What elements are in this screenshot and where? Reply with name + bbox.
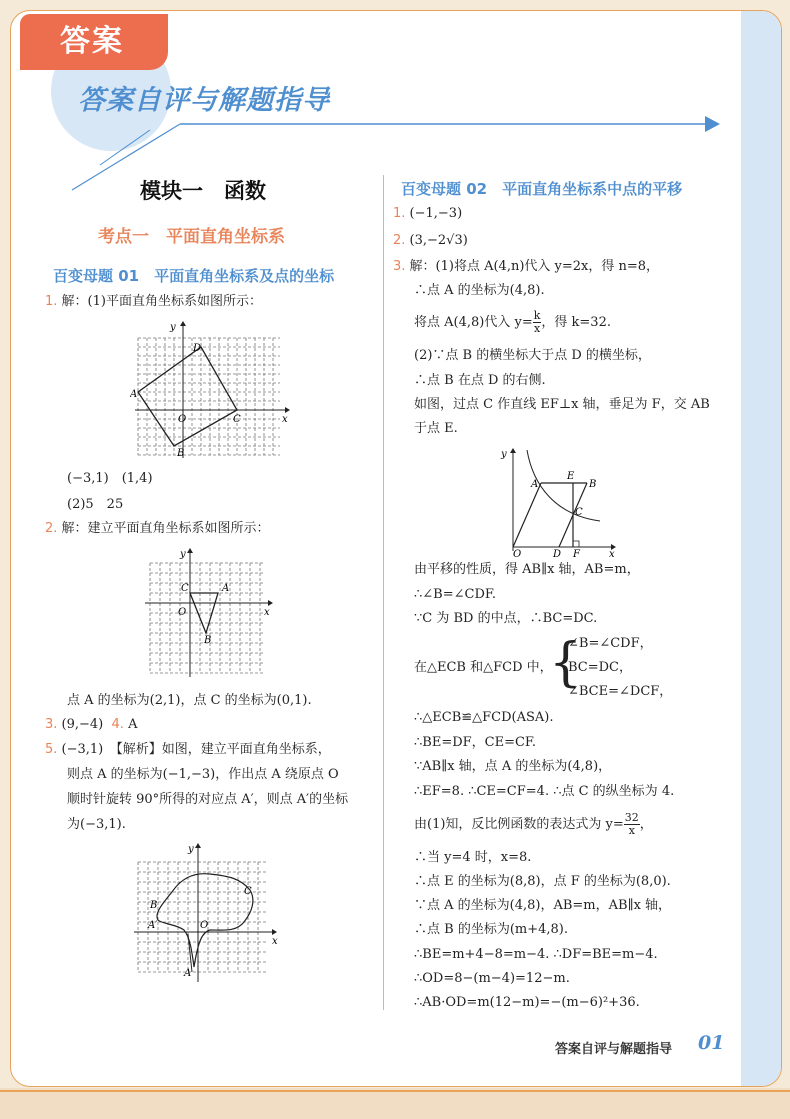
- text: ，得 k=32.: [541, 315, 611, 330]
- numerator: 32: [624, 811, 639, 824]
- text: ，: [639, 817, 653, 832]
- point-d-label: D: [553, 549, 562, 557]
- figure-1-coordinate-square: [130, 318, 300, 468]
- point-d-label: D: [193, 343, 202, 354]
- line-fraction-k: [414, 310, 611, 335]
- point-e-label: E: [567, 471, 575, 482]
- question-text: 解：(1)平面直角坐标系如图所示：: [61, 294, 262, 309]
- section-title-02: 百变母题 02 平面直角坐标系中点的平移: [401, 180, 683, 198]
- line: ∴点 B 的坐标为(m+4,8).: [414, 922, 568, 937]
- question-1-right: [393, 205, 462, 223]
- line: ∴点 B 在点 D 的右侧.: [414, 373, 546, 388]
- line: ∴AB·OD=m(12−m)=−(m−6)²+36.: [414, 995, 640, 1010]
- y-axis-label: y: [170, 322, 176, 333]
- origin-label: O: [200, 920, 209, 931]
- point-c-label: C: [575, 507, 583, 518]
- question-3-4: [45, 716, 137, 734]
- text: 由(1)知，反比例函数的表达式为 y=: [414, 817, 624, 832]
- question-number: 2.: [393, 233, 406, 248]
- line: ∵点 A 的坐标为(4,8)，AB=m，AB∥x 轴，: [414, 898, 672, 913]
- x-axis-label: x: [272, 936, 278, 947]
- line: ∴△ECB≌△FCD(ASA).: [414, 710, 554, 725]
- x-axis-label: x: [282, 414, 288, 425]
- line: ∵C 为 BD 的中点，∴BC=DC.: [414, 611, 598, 626]
- question-text: (9,−4): [61, 717, 104, 732]
- line: ∴OD=8−(m−4)=12−m.: [414, 971, 570, 986]
- bottom-rule: [0, 1090, 790, 1092]
- answer-tag: 答案: [20, 14, 168, 70]
- footer-title: 答案自评与解题指导: [555, 1042, 673, 1057]
- text: 将点 A(4,8)代入 y=: [414, 315, 533, 330]
- question-text: A: [128, 717, 138, 732]
- line: (2)∵点 B 的横坐标大于点 D 的横坐标，: [414, 348, 651, 363]
- condition-1: ∠B=∠CDF，: [568, 636, 653, 651]
- denominator: x: [628, 824, 635, 837]
- question-number: 2.: [45, 521, 58, 536]
- brace: {: [549, 633, 583, 693]
- condition-3: ∠BCE=∠DCF，: [568, 684, 673, 699]
- numerator: k: [533, 309, 541, 322]
- point-b-label: B: [589, 479, 597, 490]
- point-a-label: A: [184, 968, 192, 979]
- question-2-right: [393, 232, 468, 250]
- line-fraction-32: [414, 812, 653, 837]
- topic-title: 考点一 平面直角坐标系: [98, 227, 285, 247]
- question-number: 3.: [393, 259, 406, 274]
- point-a-prime-label: A′: [148, 920, 158, 931]
- line: 由平移的性质，得 AB∥x 轴，AB=m，: [414, 562, 640, 577]
- question-text: (−3,1) 【解析】如图，建立平面直角坐标系，: [61, 742, 331, 757]
- question-3-right: [393, 258, 659, 276]
- point-b-label: B: [204, 635, 212, 646]
- line: ∴点 E 的坐标为(8,8)，点 F 的坐标为(8,0).: [414, 874, 671, 889]
- figure-4-hyperbola: [495, 445, 620, 557]
- question-1-answer-b: (2)5 25: [67, 497, 124, 512]
- point-c-label: C: [181, 583, 189, 594]
- line: 于点 E.: [414, 421, 458, 436]
- module-title: 模块一 函数: [140, 179, 266, 203]
- page-header-title: 答案自评与解题指导: [78, 85, 330, 116]
- line: ∴点 A 的坐标为(4,8).: [414, 283, 545, 298]
- point-c-label: C: [233, 414, 241, 425]
- point-a-label: A: [130, 389, 138, 400]
- question-number: 4.: [111, 717, 124, 732]
- condition-2: BC=DC，: [568, 660, 633, 675]
- question-5-line-2: 则点 A 的坐标为(−1,−3)，作出点 A 绕原点 O: [67, 767, 339, 782]
- question-text: 解：(1)将点 A(4,n)代入 y=2x，得 n=8，: [409, 259, 660, 274]
- y-axis-label: y: [501, 449, 507, 460]
- question-number: 1.: [393, 206, 406, 221]
- bottom-strip: [0, 1088, 790, 1119]
- point-f-label: F: [573, 549, 580, 557]
- point-a-label: A: [222, 583, 230, 594]
- line-congruence-condition: 在△ECB 和△FCD 中，: [414, 660, 553, 675]
- point-b-label: B: [150, 900, 158, 911]
- question-5-line-4: 为(−3,1).: [67, 817, 126, 832]
- question-5: [45, 741, 331, 759]
- point-c-label: C: [244, 886, 252, 897]
- question-number: 5.: [45, 742, 58, 757]
- x-axis-label: x: [609, 549, 615, 557]
- section-title-01: 百变母题 01 平面直角坐标系及点的坐标: [53, 267, 335, 285]
- point-b-label: B: [177, 448, 185, 459]
- figure-2-coordinate-triangle: [140, 545, 275, 685]
- page-number: 01: [698, 1032, 725, 1054]
- origin-label: O: [513, 549, 522, 557]
- question-number: 3.: [45, 717, 58, 732]
- question-text: 解：建立平面直角坐标系如图所示：: [61, 521, 270, 536]
- line: 如图，过点 C 作直线 EF⊥x 轴，垂足为 F，交 AB: [414, 397, 710, 412]
- question-1-answer-a: (−3,1) (1,4): [67, 471, 153, 486]
- question-1: [45, 293, 262, 311]
- line: ∴当 y=4 时，x=8.: [414, 850, 532, 865]
- line: ∵AB∥x 轴，点 A 的坐标为(4,8)，: [414, 759, 612, 774]
- question-text: (−1,−3): [409, 206, 463, 221]
- origin-label: O: [178, 414, 187, 425]
- column-divider: [383, 175, 384, 1010]
- question-number: 1.: [45, 294, 58, 309]
- question-2: [45, 520, 270, 538]
- line: ∴∠B=∠CDF.: [414, 587, 496, 602]
- fraction: [624, 812, 640, 837]
- line: ∴BE=m+4−8=m−4. ∴DF=BE=m−4.: [414, 947, 658, 962]
- question-2-answer: 点 A 的坐标为(2,1)，点 C 的坐标为(0,1).: [67, 693, 312, 708]
- figure-3-rotated-tree: [132, 842, 292, 987]
- y-axis-label: y: [180, 549, 186, 560]
- question-5-line-3: 顺时针旋转 90°所得的对应点 A′，则点 A′的坐标: [67, 792, 349, 807]
- question-text: (3,−2√3): [409, 233, 468, 248]
- origin-label: O: [178, 607, 187, 618]
- y-axis-label: y: [188, 844, 194, 855]
- line: ∴EF=8. ∴CE=CF=4. ∴点 C 的纵坐标为 4.: [414, 784, 675, 799]
- point-a-label: A: [531, 479, 539, 490]
- x-axis-label: x: [264, 607, 270, 618]
- line: ∴BE=DF，CE=CF.: [414, 735, 537, 750]
- denominator: x: [533, 322, 541, 335]
